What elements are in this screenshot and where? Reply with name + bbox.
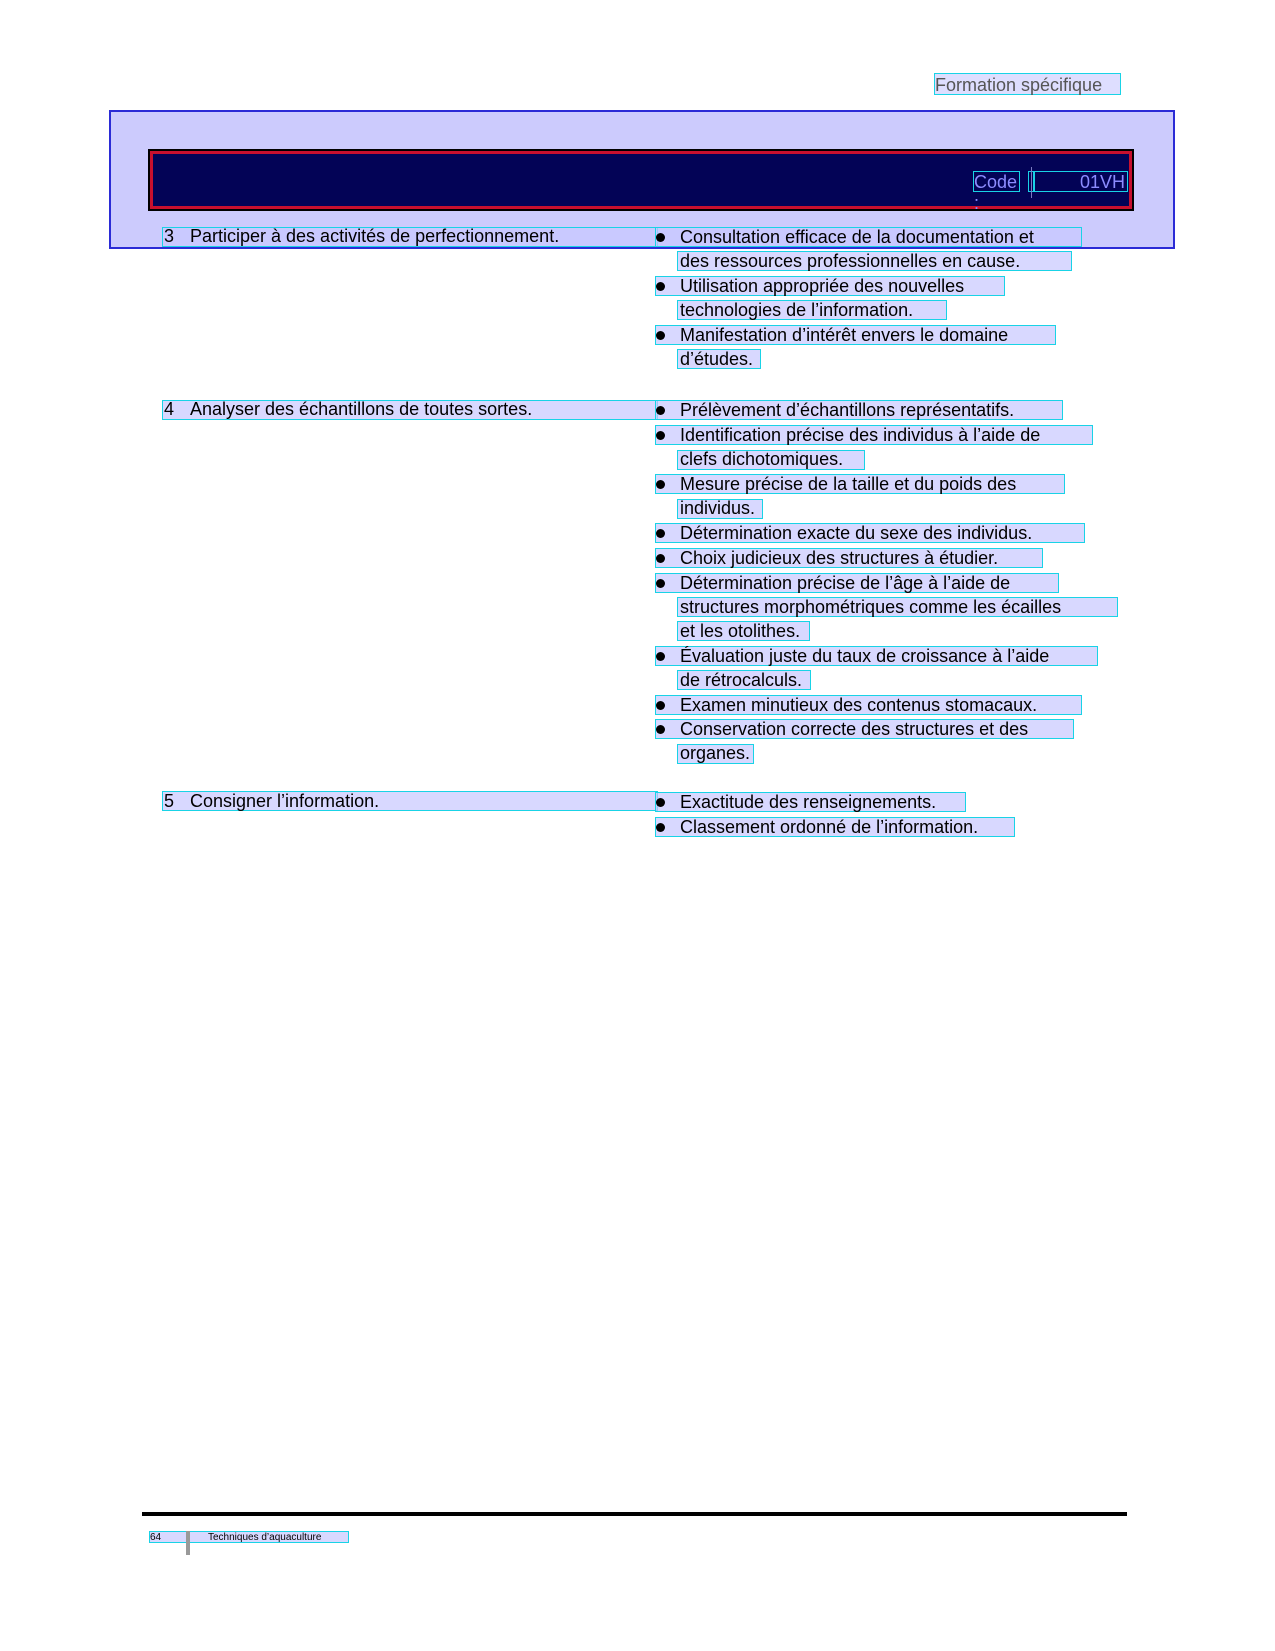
bullet-icon — [656, 554, 665, 563]
section-label: Formation spécifique — [934, 73, 1121, 95]
footer-rule — [142, 1512, 1127, 1516]
criterion-line: Choix judicieux des structures à étudier. — [680, 548, 999, 568]
task-number: 3 — [164, 226, 175, 246]
criterion-line: Exactitude des renseignements. — [680, 792, 937, 812]
bullet-icon — [656, 701, 665, 710]
criterion-line: et les otolithes. — [680, 621, 801, 641]
page-number: 64 — [150, 1532, 162, 1543]
criterion-line: Examen minutieux des contenus stomacaux. — [680, 695, 1038, 715]
criterion-line: structures morphométriques comme les écailles — [680, 597, 1062, 617]
task-number: 5 — [164, 791, 175, 811]
criterion-line: Manifestation d’intérêt envers le domaine — [680, 325, 1009, 345]
document-title: Techniques d’aquaculture — [208, 1532, 322, 1543]
criterion-line: Évaluation juste du taux de croissance à l’aide — [680, 646, 1050, 666]
bullet-icon — [656, 529, 665, 538]
criterion-line: Mesure précise de la taille et du poids des — [680, 474, 1017, 494]
task-number: 4 — [164, 399, 175, 419]
bullet-icon — [656, 798, 665, 807]
bullet-icon — [656, 331, 665, 340]
page-footer — [149, 1531, 349, 1543]
task-3 — [162, 225, 662, 247]
task-5 — [162, 790, 662, 812]
footer-separator — [186, 1531, 190, 1555]
task-text: Consigner l’information. — [190, 791, 380, 811]
criterion-line: des ressources professionnelles en cause. — [680, 251, 1021, 271]
bullet-icon — [656, 406, 665, 415]
bullet-icon — [656, 480, 665, 489]
criterion-line: clefs dichotomiques. — [680, 449, 844, 469]
task-4 — [162, 398, 662, 420]
criterion-line: Détermination précise de l’âge à l’aide de — [680, 573, 1011, 593]
bullet-icon — [656, 823, 665, 832]
bullet-icon — [656, 233, 665, 242]
criterion-line: Prélèvement d’échantillons représentatifs. — [680, 400, 1015, 420]
criterion-line: de rétrocalculs. — [680, 670, 803, 690]
bullet-icon — [656, 431, 665, 440]
criterion-line: d’études. — [680, 349, 754, 369]
bullet-icon — [656, 579, 665, 588]
bullet-icon — [656, 282, 665, 291]
criterion-line: Conservation correcte des structures et des — [680, 719, 1029, 739]
criterion-line: Identification précise des individus à l’aide de — [680, 425, 1041, 445]
task-text: Participer à des activités de perfectionnement. — [190, 226, 560, 246]
criterion-line: Détermination exacte du sexe des individus. — [680, 523, 1033, 543]
criterion-line: Utilisation appropriée des nouvelles — [680, 276, 965, 296]
task-text: Analyser des échantillons de toutes sortes. — [190, 399, 533, 419]
bullet-icon — [656, 652, 665, 661]
code-value: 01VH — [1034, 171, 1128, 192]
criterion-line: Classement ordonné de l’information. — [680, 817, 979, 837]
criterion-line: technologies de l’information. — [680, 300, 914, 320]
bullet-icon — [656, 725, 665, 734]
code-label: Code : — [973, 171, 1020, 192]
criterion-line: organes. — [680, 743, 751, 763]
criterion-line: individus. — [680, 498, 756, 518]
criterion-line: Consultation efficace de la documentation et — [680, 227, 1034, 247]
